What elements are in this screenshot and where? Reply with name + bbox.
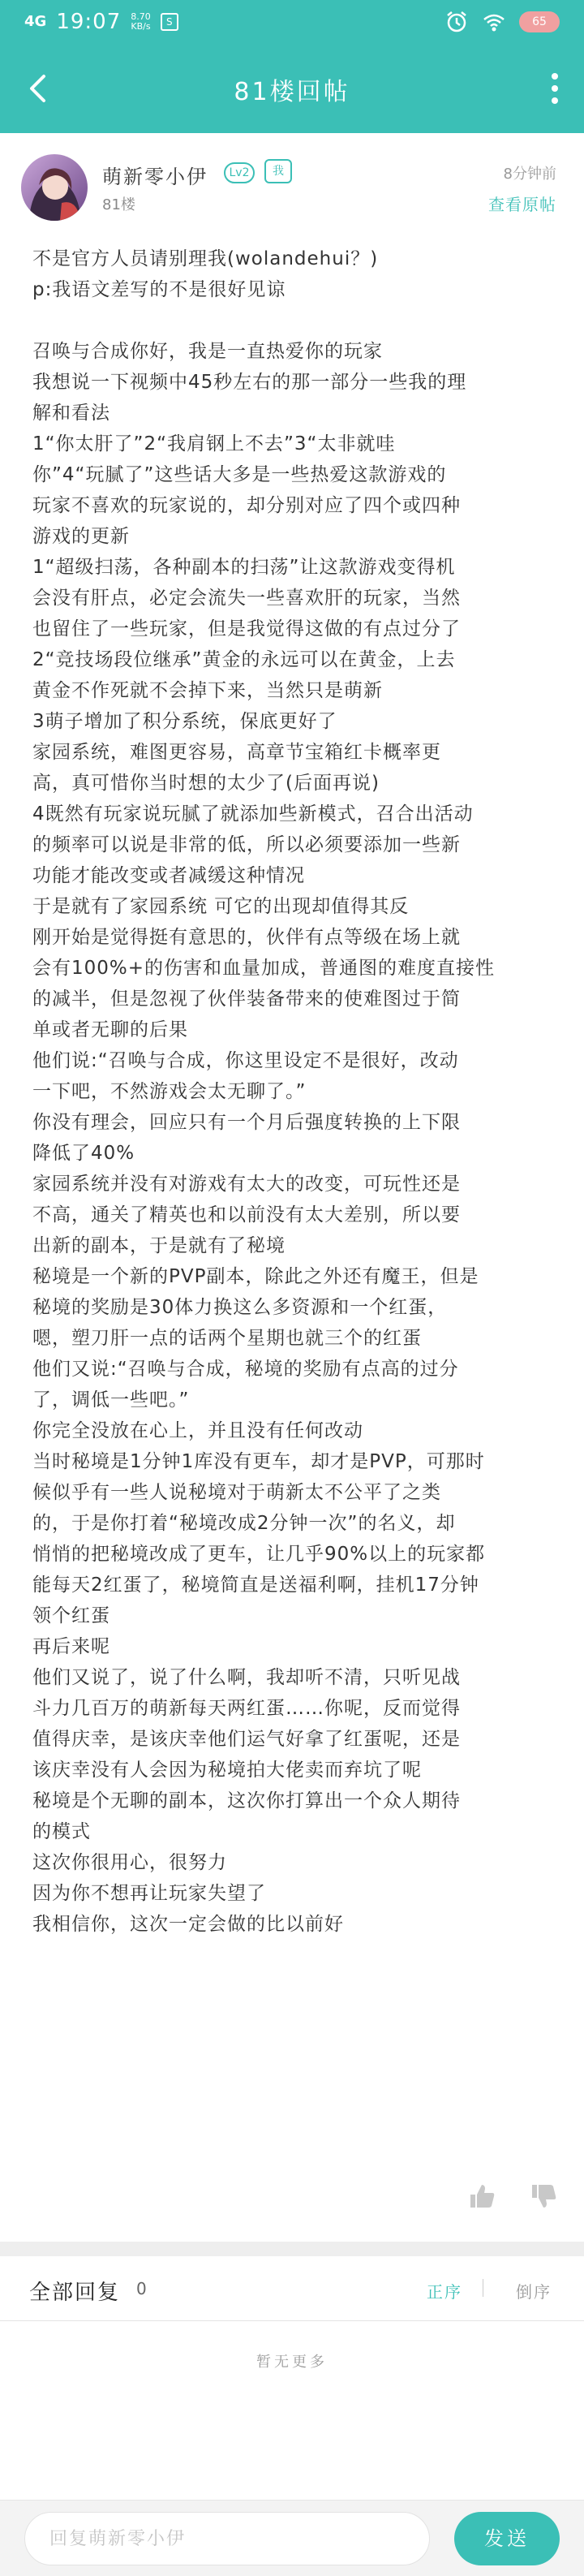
status-right [444, 10, 560, 34]
me-badge: 我 [264, 159, 292, 183]
post-text-line: 候似乎有一些人说秘境对于萌新太不公平了之类 [32, 1482, 441, 1503]
post-text-line: 你”4“玩腻了”这些话大多是一些热爱这款游戏的 [32, 464, 447, 485]
all-replies-label: 全部回复 [29, 2281, 121, 2305]
post-text-line: 刚开始是觉得挺有意思的，伙伴有点等级在场上就 [32, 927, 461, 948]
post-text-line: 领个红蛋 [32, 1605, 110, 1626]
post-text-line: 2“竞技场段位继承”黄金的永远可以在黄金，上去 [32, 649, 456, 670]
username[interactable]: 萌新零小伊 [102, 166, 208, 188]
post-text-line: 召唤与合成你好，我是一直热爱你的玩家 [32, 341, 383, 362]
battery-icon: 65 [519, 11, 560, 32]
section-divider [0, 2242, 584, 2256]
reply-input[interactable] [24, 2512, 430, 2565]
post-text-line: 秘境是个无聊的副本，这次你打算出一个众人期待 [32, 1790, 461, 1811]
post-text-line: 我想说一下视频中45秒左右的那一部分一些我的理 [32, 372, 467, 393]
wifi-icon [482, 10, 506, 34]
post-text-line: 出新的副本，于是就有了秘境 [32, 1235, 286, 1256]
status-bar [0, 0, 584, 44]
post-text-line: 的模式 [32, 1821, 91, 1842]
reaction-actions [467, 2182, 558, 2211]
sort-descending-tab[interactable]: 倒序 [516, 2282, 552, 2302]
post-text-line: 秘境的奖励是30体力换这么多资源和一个红蛋， [32, 1297, 448, 1318]
notification-box-icon: S [161, 13, 178, 31]
post-text-line: 家园系统并没有对游戏有太大的改变，可玩性还是 [32, 1174, 461, 1195]
post-text-line: 家园系统，难图更容易，高章节宝箱红卡概率更 [32, 742, 441, 763]
post-text-line: 于是就有了家园系统 可它的出现却值得其反 [32, 896, 410, 917]
network-speed-value: 8.70 [131, 11, 151, 22]
post-text-line: 这次你很用心，很努力 [32, 1852, 227, 1873]
post-text-line: 值得庆幸，是该庆幸他们运气好拿了红蛋呢，还是 [32, 1729, 461, 1750]
post-text-line: 4既然有玩家说玩腻了就添加些新模式，召合出活动 [32, 803, 474, 825]
post-text-line: 你完全没放在心上，并且没有任何改动 [32, 1420, 363, 1441]
top-header [0, 0, 584, 133]
post-text-line: p:我语文差写的不是很好见谅 [32, 279, 286, 300]
more-options-icon[interactable] [547, 70, 563, 107]
post-text-line: 的频率可以说是非常的低，所以必须要添加一些新 [32, 834, 461, 855]
avatar[interactable] [21, 154, 88, 221]
status-time: 19:07 [56, 10, 122, 34]
post-text-line: 因为你不想再让玩家失望了 [32, 1883, 266, 1904]
post-text-line: 会没有肝点，必定会流失一些喜欢肝的玩家，当然 [32, 588, 461, 609]
post-text-line: 了，调低一些吧。” [32, 1389, 190, 1411]
post-text-line: 1“超级扫荡，各种副本的扫荡”让这款游戏变得机 [32, 557, 456, 578]
post-text-line: 不高，通关了精英也和以前没有太大差别，所以要 [32, 1204, 461, 1226]
post-text-line: 斗力几百万的萌新每天两红蛋……你呢，反而觉得 [32, 1698, 461, 1719]
post-text-line: 3萌子增加了积分系统，保底更好了 [32, 711, 337, 732]
alarm-icon [444, 10, 469, 34]
send-button[interactable]: 发送 [454, 2512, 560, 2565]
more-dot [552, 97, 558, 104]
replies-header [0, 2256, 584, 2321]
post-text-line: 高，真可惜你当时想的太少了(后面再说) [32, 773, 380, 794]
level-badge: Lv2 [224, 162, 255, 183]
post-text-line: 游戏的更新 [32, 526, 130, 547]
post-text-line: 秘境是一个新的PVP副本，除此之外还有魔王，但是 [32, 1266, 479, 1287]
post-text-line: 再后来呢 [32, 1636, 110, 1657]
post-text-line: 该庆幸没有人会因为秘境拍大佬卖而弃坑了呢 [32, 1760, 422, 1781]
post-text-line: 玩家不喜欢的玩家说的，却分别对应了四个或四种 [32, 495, 461, 516]
view-original-post-link[interactable]: 查看原帖 [488, 195, 556, 214]
thumbs-up-icon[interactable] [467, 2182, 496, 2211]
post-text-line: 悄悄的把秘境改成了更车，让几乎90%以上的玩家都 [32, 1544, 486, 1565]
app-bar [0, 44, 584, 133]
post-content [32, 243, 560, 1940]
post-text-line: 功能才能改变或者减缓这种情况 [32, 865, 305, 886]
floor-number: 81楼 [102, 196, 135, 213]
post-text-line: 能每天2红蛋了，秘境简直是送福利啊，挂机17分钟 [32, 1574, 479, 1596]
post-text-line: 他们说:“召唤与合成，你这里设定不是很好，改动 [32, 1050, 459, 1071]
post-text-line: 黄金不作死就不会掉下来，当然只是萌新 [32, 680, 383, 701]
post-time: 8分钟前 [503, 166, 556, 183]
network-speed-unit: KB/s [131, 21, 151, 32]
post-text-line: 1“你太肝了”2“我肩钢上不去”3“太非就哇 [32, 433, 396, 454]
post-text-line: 嗯，塑刀肝一点的话两个星期也就三个的红蛋 [32, 1328, 422, 1349]
status-left [24, 10, 178, 34]
network-speed [131, 12, 151, 32]
page-title: 81楼回帖 [234, 78, 350, 106]
post-text-line: 也留住了一些玩家，但是我觉得这做的有点过分了 [32, 618, 461, 640]
post-text-line: 的，于是你打着“秘境改成2分钟一次”的名义，却 [32, 1513, 456, 1534]
post-text-line [32, 305, 560, 336]
post-text-line: 不是官方人员请别理我(wolandehui？) [32, 248, 379, 269]
post-text-line: 他们又说了，说了什么啊，我却听不清，只听见战 [32, 1667, 461, 1688]
post-text-line: 降低了40% [32, 1143, 135, 1164]
more-dot [552, 85, 558, 92]
replies-count: 0 [136, 2279, 147, 2298]
post-text-line: 解和看法 [32, 403, 110, 424]
post-header [0, 146, 584, 235]
sort-ascending-tab[interactable]: 正序 [427, 2282, 462, 2302]
network-indicator: 4G [24, 13, 47, 30]
post-text-line: 的减半，但是忽视了伙伴装备带来的使难图过于简 [32, 989, 461, 1010]
post-text-line: 会有100%+的伤害和血量加成，普通图的难度直接性 [32, 958, 496, 979]
post-text-line: 他们又说:“召唤与合成，秘境的奖励有点高的过分 [32, 1359, 459, 1380]
post-text-line: 我相信你，这次一定会做的比以前好 [32, 1914, 344, 1935]
post-text-line: 你没有理会，回应只有一个月后强度转换的上下限 [32, 1112, 461, 1133]
thumbs-down-icon[interactable] [529, 2182, 558, 2211]
reply-bar [0, 2500, 584, 2576]
post-text-line: 单或者无聊的后果 [32, 1019, 188, 1040]
no-more-replies-text: 暂无更多 [256, 2354, 328, 2371]
post-text-line: 当时秘境是1分钟1库没有更车，却才是PVP，可那时 [32, 1451, 485, 1472]
post-text-line: 一下吧，不然游戏会太无聊了。” [32, 1081, 307, 1102]
more-dot [552, 73, 558, 80]
